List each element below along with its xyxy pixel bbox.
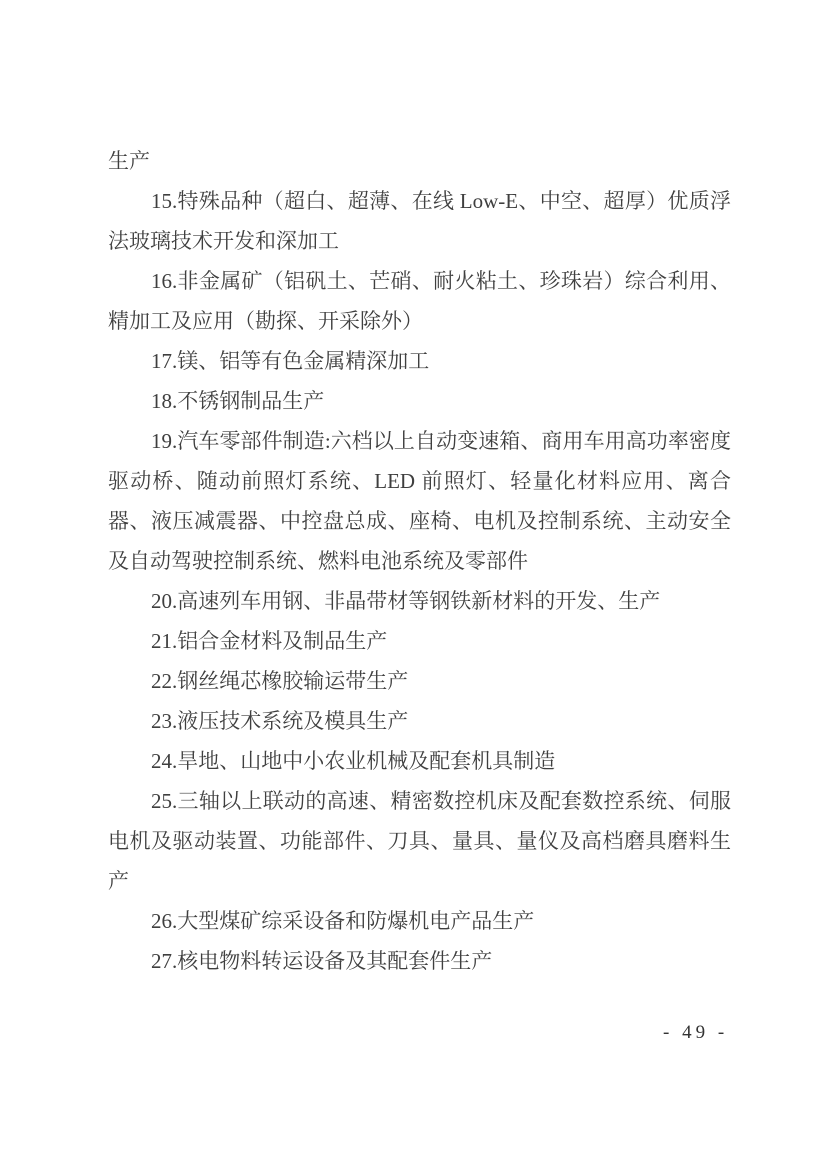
list-item-21: 21.铝合金材料及制品生产 (151, 629, 388, 653)
page-number: - 49 - (663, 1022, 729, 1043)
list-item-22: 22.钢丝绳芯橡胶输运带生产 (151, 669, 409, 693)
list-item-23: 23.液压技术系统及模具生产 (151, 709, 409, 733)
list-item-19: 19.汽车零部件制造:六档以上自动变速箱、商用车用高功率密度驱动桥、随动前照灯系统、LED 前照灯、轻量化材料应用、离合器、液压减震器、中控盘总成、座椅、电机及控制系统、主动安全及自动驾驶控制系统、燃料电池系统及零部件 (108, 429, 731, 573)
list-item-27: 27.核电物料转运设备及其配套件生产 (151, 949, 493, 973)
document-body (108, 141, 731, 981)
list-item-20: 20.高速列车用钢、非晶带材等钢铁新材料的开发、生产 (151, 589, 661, 613)
list-item-15: 15.特殊品种（超白、超薄、在线 Low-E、中空、超厚）优质浮法玻璃技术开发和深加工 (108, 189, 731, 253)
list-item-24: 24.旱地、山地中小农业机械及配套机具制造 (151, 749, 556, 773)
list-item-18: 18.不锈钢制品生产 (151, 389, 325, 413)
list-item-25: 25.三轴以上联动的高速、精密数控机床及配套数控系统、伺服电机及驱动装置、功能部件、刀具、量具、量仪及高档磨具磨料生产 (108, 789, 731, 893)
list-item-16: 16.非金属矿（铝矾土、芒硝、耐火粘土、珍珠岩）综合利用、精加工及应用（勘探、开采除外） (108, 269, 731, 333)
paragraph-continuation: 生产 (108, 149, 150, 173)
list-item-26: 26.大型煤矿综采设备和防爆机电产品生产 (151, 909, 535, 933)
list-item-17: 17.镁、铝等有色金属精深加工 (151, 349, 430, 373)
